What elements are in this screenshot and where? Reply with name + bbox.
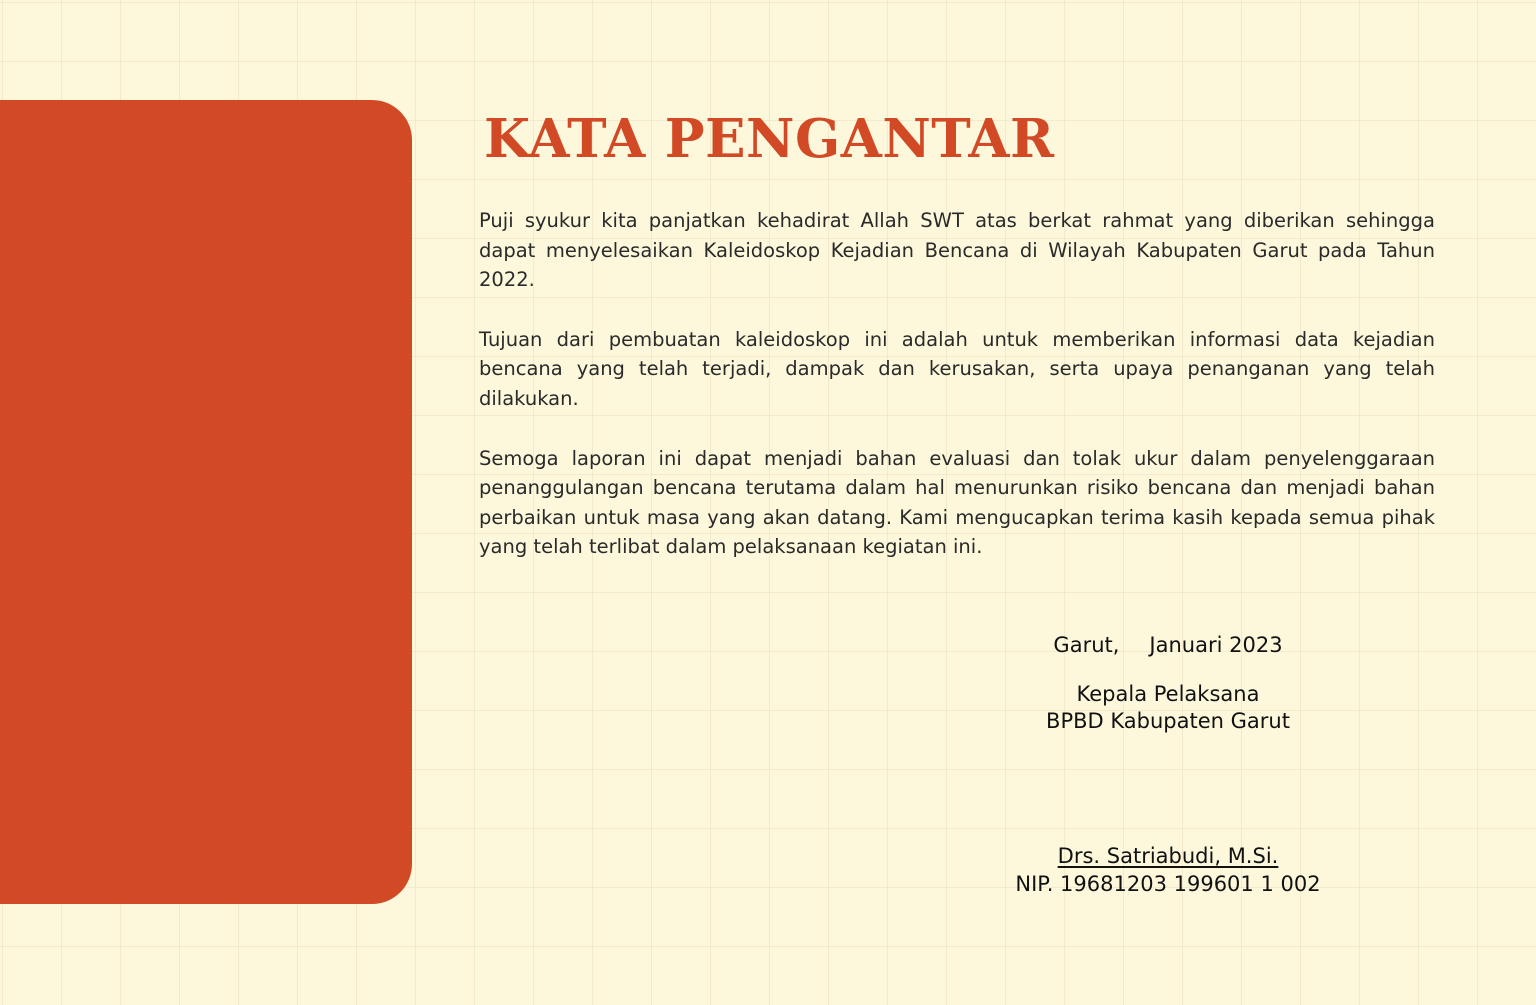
signature-place: Garut, (1053, 633, 1120, 657)
official-name: Drs. Satriabudi, M.Si. (1057, 844, 1279, 868)
decorative-side-panel (0, 100, 412, 904)
paragraph-gratitude: Puji syukur kita panjatkan kehadirat Allah SWT atas berkat rahmat yang diberikan sehingga dapat menyelesaikan Kaleidoskop Kejadian Bencana di Wilayah Kabupaten Garut pada Tahun 2022. (479, 209, 1435, 292)
paragraph-hope-thanks: Semoga laporan ini dapat menjadi bahan evaluasi dan tolak ukur dalam penyelenggaraan penanggulangan bencana terutama dalam hal menurunkan risiko bencana dan menjadi bahan perbaikan untuk masa yang akan datang. Kami mengucapkan terima kasih kepada semua pihak yang telah terlibat dalam pelaksanaan kegiatan ini. (479, 446, 1435, 559)
signatory-identity (1000, 842, 1336, 898)
signatory-position (1000, 681, 1336, 735)
page-title: KATA PENGANTAR (484, 108, 1055, 170)
signature-block (1000, 628, 1336, 898)
paragraph-purpose: Tujuan dari pembuatan kaleidoskop ini adalah untuk memberikan informasi data kejadian bencana yang telah terjadi, dampak dan kerusakan, serta upaya penanganan yang telah dilakukan. (479, 327, 1435, 410)
position-agency: BPBD Kabupaten Garut (1046, 709, 1290, 733)
signature-date: Januari 2023 (1149, 633, 1283, 657)
official-nip: NIP. 19681203 199601 1 002 (1015, 872, 1321, 896)
place-date-line (1000, 628, 1336, 662)
position-title: Kepala Pelaksana (1076, 682, 1260, 706)
foreword-body (479, 206, 1435, 592)
